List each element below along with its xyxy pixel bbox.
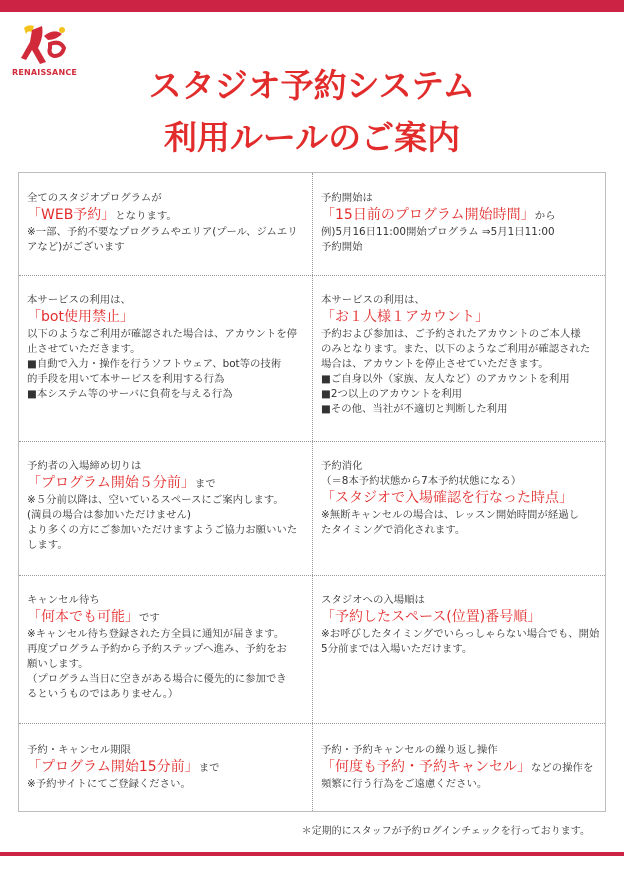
rule-note: ■2つ以上のアカウントを利用 — [321, 388, 463, 400]
rule-intro: スタジオへの入場順は — [321, 594, 425, 606]
rule-intro: 予約者の入場締め切りは — [27, 460, 142, 472]
rule-highlight: 「何本でも可能」 — [27, 609, 139, 625]
bottom-accent-bar — [0, 852, 624, 856]
rule-note: 願いします。 — [27, 658, 89, 670]
rule-cell-reservation-consumption — [313, 459, 605, 538]
rule-note: 以下のようなご利用が確認された場合は、アカウントを停 — [27, 328, 298, 340]
rule-highlight: 「プログラム開始15分前」 — [27, 759, 199, 775]
rule-note: 予約開始 — [321, 241, 363, 253]
rule-note: ■本システム等のサーバに負荷を与える行為 — [27, 388, 233, 400]
row-divider — [19, 723, 605, 724]
rule-cell-repeat-operations — [313, 743, 605, 792]
rule-highlight: 「WEB予約」 — [27, 207, 116, 223]
rule-note: します。 — [27, 539, 68, 551]
rule-cell-reservation-start — [313, 191, 605, 255]
rule-note: 例)5月16日11:00開始プログラム ⇒5月1日11:00 — [321, 226, 555, 238]
rule-intro: キャンセル待ち — [27, 594, 100, 606]
rule-intro: 予約消化 — [321, 460, 363, 472]
rule-intro: 全てのスタジオプログラムが — [27, 192, 162, 204]
rule-highlight: 「スタジオで入場確認を行なった時点」 — [321, 490, 573, 506]
rule-note: 再度プログラム予約から予約ステップへ進み、予約をお — [27, 643, 287, 655]
rule-cell-waitlist — [19, 593, 312, 702]
rule-note: ※５分前以降は、空いているスペースにご案内します。 — [27, 494, 284, 506]
rule-intro: 予約・キャンセル期限 — [27, 744, 131, 756]
rule-note: ■ご自身以外（家族、友人など）のアカウントを利用 — [321, 373, 570, 385]
rule-note: (満員の場合は参加いただけません) — [27, 509, 191, 521]
rule-suffix: などの操作を — [531, 762, 594, 774]
rule-note: 止させていただきます。 — [27, 343, 141, 355]
rule-intro: 本サービスの利用は、 — [321, 294, 425, 306]
rule-suffix: です — [139, 612, 160, 624]
rule-note: ※一部、予約不要なプログラムやエリア(プール、ジムエリ — [27, 226, 298, 238]
rule-note: ※無断キャンセルの場合は、レッスン開始時間が経過し — [321, 509, 579, 521]
rule-note: 予約および参加は、ご予約されたアカウントのご本人様 — [321, 328, 581, 340]
rule-note: ※キャンセル待ち登録された方全員に通知が届きます。 — [27, 628, 285, 640]
rule-note: 頻繁に行う行為をご遠慮ください。 — [321, 778, 488, 790]
rule-cell-bot-prohibited — [19, 293, 312, 402]
row-divider — [19, 275, 605, 276]
rule-note: ■自動で入力・操作を行うソフトウェア、bot等の技術 — [27, 358, 282, 370]
page-title-line2: 利用ルールのご案内 — [163, 118, 461, 157]
rule-highlight: 「bot使用禁止」 — [27, 309, 134, 325]
rule-suffix: まで — [198, 762, 220, 774]
rule-highlight: 「予約したスペース(位置)番号順」 — [321, 609, 542, 625]
row-divider — [19, 441, 605, 442]
rule-cell-entry-deadline — [19, 459, 312, 553]
rule-note: るというものではありません。） — [27, 688, 179, 700]
page-title-line1: スタジオ予約システム — [148, 66, 476, 105]
rule-note: ※お呼びしたタイミングでいらっしゃらない場合でも、開始 — [321, 628, 600, 640]
rule-suffix: まで — [194, 478, 216, 490]
rule-highlight: 「何度も予約・予約キャンセル」 — [321, 759, 531, 775]
rule-note: ※予約サイトにてご登録ください。 — [27, 778, 191, 790]
rule-note: ■その他、当社が不適切と判断した利用 — [321, 403, 508, 415]
rule-highlight: 「プログラム開始５分前」 — [27, 475, 195, 491]
rule-note: 場合は、アカウントを停止させていただきます。 — [321, 358, 549, 370]
rule-note: のみとなります。また、以下のようなご利用が確認された — [321, 343, 591, 355]
rule-intro: （＝8本予約状態から7本予約状態になる） — [321, 475, 522, 487]
rule-highlight: 「15日前のプログラム開始時間」 — [321, 207, 535, 223]
rule-intro: 予約・予約キャンセルの繰り返し操作 — [321, 744, 498, 756]
logo-figure-icon — [18, 22, 70, 68]
rule-cell-one-account — [313, 293, 605, 417]
logo-wordmark: RENAISSANCE — [12, 68, 78, 77]
rule-suffix: となります。 — [115, 210, 177, 222]
rule-note: 的手段を用いて本サービスを利用する行為 — [27, 373, 225, 385]
rule-suffix: から — [534, 210, 556, 222]
rule-cell-entry-order — [313, 593, 605, 657]
top-accent-bar — [0, 0, 624, 12]
rule-cell-cancel-deadline — [19, 743, 312, 792]
rule-note: 5分前までは入場いただけます。 — [321, 643, 473, 655]
rule-highlight: 「お１人様１アカウント」 — [321, 309, 489, 325]
rule-cell-web-reservation — [19, 191, 312, 255]
rule-note: たタイミングで消化されます。 — [321, 524, 466, 536]
rule-note: アなど)がございます — [27, 241, 125, 253]
rules-grid — [18, 172, 606, 812]
footnote: ＊定期的にスタッフが予約ログインチェックを行っております。 — [301, 826, 590, 837]
rule-note: より多くの方にご参加いただけますようご協力お願いいた — [27, 524, 298, 536]
row-divider — [19, 575, 605, 576]
rule-intro: 予約開始は — [321, 192, 373, 204]
rule-note: （プログラム当日に空きがある場合に優先的に参加でき — [27, 673, 287, 685]
rule-intro: 本サービスの利用は、 — [27, 294, 131, 306]
